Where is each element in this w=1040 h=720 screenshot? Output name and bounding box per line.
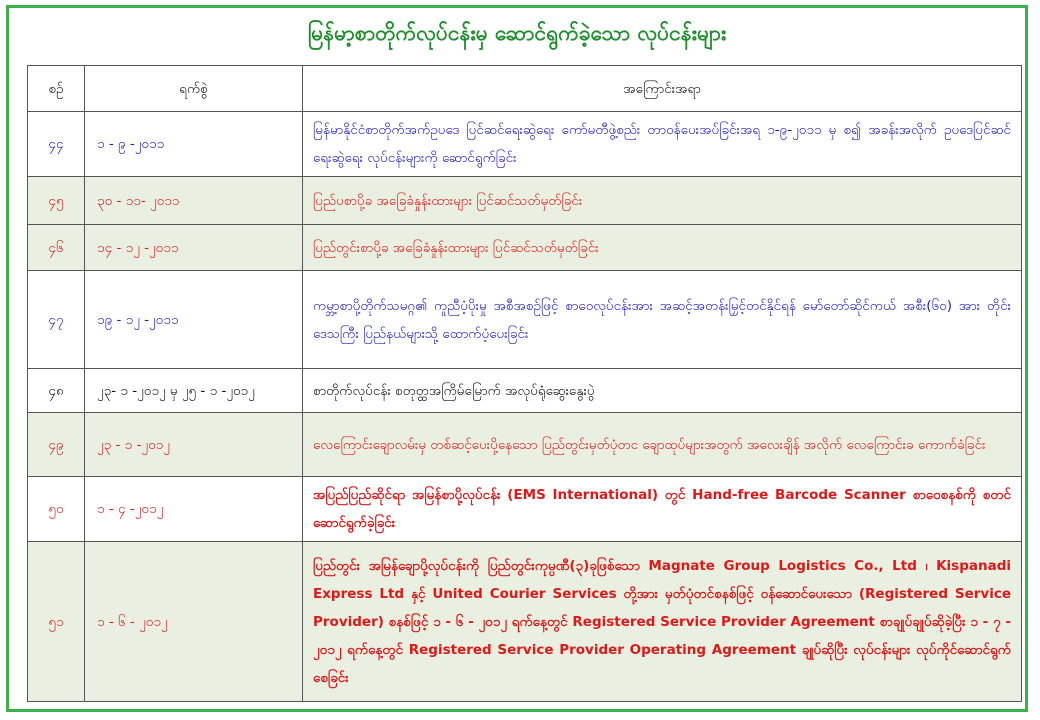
table-row [28, 271, 1022, 369]
document-frame [6, 5, 1028, 712]
header-number: စဉ် [28, 66, 85, 112]
row-description: ပြည်တွင်း အမြန်ချောပို့လုပ်ငန်းကို ပြည်တွင်းကုမ္ပဏီ(၃)ခုဖြစ်သော Magnate Group Logistics Co., Ltd ၊ Kispanadi Express Ltd နှင့် United Courier Services တို့အား မှတ်ပုံတင်စနစ်ဖြင့် ဝန်ဆောင်ပေးသော (Registered Service Provider) စနစ်ဖြင့် ၁ - ၆ - ၂၀၁၂ ရက်နေ့တွင် Registered Service Provider Agreement စာချုပ်ချုပ်ဆိုခဲ့ပြီး ၁ - ၇ - ၂၀၁၂ ရက်နေ့တွင် Registered Service Provider Operating Agreement ချုပ်ဆိုပြီး လုပ်ငန်းများ လုပ်ကိုင်ဆောင်ရွက်စေခြင်း [303, 542, 1022, 702]
row-description: ပြည်တွင်းစာပို့ခ အခြေခံနှုန်းထားများ ပြင်ဆင်သတ်မှတ်ခြင်း [303, 225, 1022, 271]
row-description: မြန်မာနိုင်ငံစာတိုက်အက်ဥပဒေ ပြင်ဆင်ရေးဆွဲရေး ကော်မတီဖွဲ့စည်း တာဝန်ပေးအပ်ခြင်းအရ ၁-၉-၂၀၁၁ မှ စ၍ အခန်းအလိုက် ဥပဒေပြင်ဆင်ရေးဆွဲရေး လုပ်ငန်းများကို ဆောင်ရွက်ခြင်း [303, 112, 1022, 177]
table-row [28, 477, 1022, 542]
row-description: လေကြောင်းချောလမ်းမှ တစ်ဆင့်ပေးပို့နေသော ပြည်တွင်းမှတ်ပုံတင ချောထုပ်များအတွက် အလေးချိန် အလိုက် လေကြောင်းခ ကောက်ခံခြင်း [303, 413, 1022, 477]
row-description: ပြည်ပစာပို့ခ အခြေခံနှုန်းထားများ ပြင်ဆင်သတ်မှတ်ခြင်း [303, 177, 1022, 225]
row-date: ၂၃ - ၁ -၂၀၁၂ [85, 413, 303, 477]
row-description: စာတိုက်လုပ်ငန်း စတုတ္ထအကြိမ်မြောက် အလုပ်ရုံဆွေးနွေးပွဲ [303, 369, 1022, 413]
table-row [28, 369, 1022, 413]
header-date: ရက်စွဲ [85, 66, 303, 112]
row-number: ၄၆ [28, 225, 85, 271]
table-row [28, 225, 1022, 271]
row-number: ၄၇ [28, 271, 85, 369]
row-description: အပြည်ပြည်ဆိုင်ရာ အမြန်စာပို့လုပ်ငန်း (EMS International) တွင် Hand-free Barcode Scanner စာဝေစနစ်ကို စတင်ဆောင်ရွက်ခဲ့ခြင်း [303, 477, 1022, 542]
row-date: ၁ - ၉ -၂၀၁၁ [85, 112, 303, 177]
row-number: ၄၉ [28, 413, 85, 477]
row-number: ၅၀ [28, 477, 85, 542]
row-date: ၂၃- ၁ -၂၀၁၂ မှ ၂၅ - ၁ -၂၀၁၂ [85, 369, 303, 413]
table-row [28, 112, 1022, 177]
table-row [28, 177, 1022, 225]
row-date: ၁၄ - ၁၂ -၂၀၁၁ [85, 225, 303, 271]
table-row [28, 542, 1022, 702]
row-date: ၃၀ - ၁၁- ၂၀၁၁ [85, 177, 303, 225]
header-description: အကြောင်းအရာ [303, 66, 1022, 112]
page-title: မြန်မာ့စာတိုက်လုပ်ငန်းမှ ဆောင်ရွက်ခဲ့သော လုပ်ငန်းများ [307, 21, 727, 45]
row-number: ၅၁ [28, 542, 85, 702]
row-number: ၄၄ [28, 112, 85, 177]
row-number: ၄၅ [28, 177, 85, 225]
row-description: ကမ္ဘာ့စာပို့တိုက်သမဂ္ဂ၏ ကူညီပံ့ပိုးမှု အစီအစဉ်ဖြင့် စာဝေလုပ်ငန်းအား အဆင့်အတန်းမြှင့်တင်နိုင်ရန် မော်တော်ဆိုင်ကယ် အစီး(၆၀) အား တိုင်းဒေသကြီး ပြည်နယ်များသို့ ထောက်ပံ့ပေးခြင်း [303, 271, 1022, 369]
row-date: ၁ - ၆ - ၂၀၁၂ [85, 542, 303, 702]
table-header-row [28, 66, 1022, 112]
row-number: ၄၈ [28, 369, 85, 413]
events-table [27, 65, 1022, 702]
row-date: ၁ - ၄ -၂၀၁၂ [85, 477, 303, 542]
table-row [28, 413, 1022, 477]
row-date: ၁၉ - ၁၂ -၂၀၁၁ [85, 271, 303, 369]
